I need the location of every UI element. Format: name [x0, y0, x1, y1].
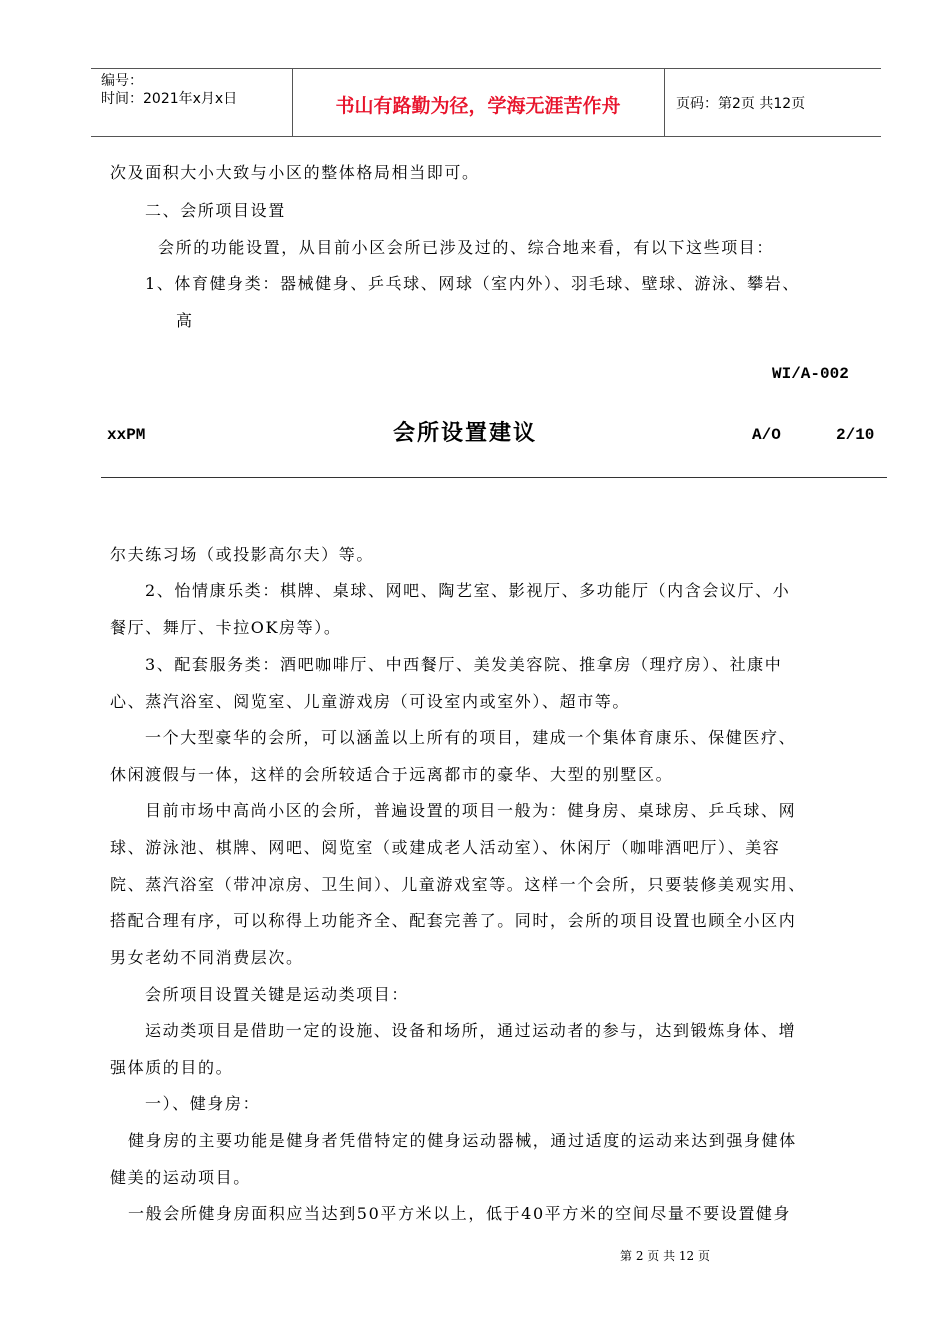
paragraph-line: 强体质的目的。: [110, 1058, 234, 1077]
paragraph-line: 男女老幼不同消费层次。: [110, 948, 304, 967]
paragraph-line: 健身房的主要功能是健身者凭借特定的健身运动器械，通过适度的运动来达到强身健体: [128, 1131, 797, 1150]
section-heading: 一）、健身房：: [145, 1094, 261, 1113]
header-divider: [664, 69, 665, 136]
page-header: [91, 68, 881, 137]
section-heading: 二、会所项目设置: [145, 201, 286, 220]
doc-title: 会所设置建议: [392, 421, 537, 446]
paragraph-line: 会所的功能设置，从目前小区会所已涉及过的、综合地来看，有以下这些项目：: [158, 238, 775, 257]
paragraph-line: 高: [176, 311, 194, 330]
paragraph-line: 球、游泳池、棋牌、网吧、阅览室（或建成老人活动室）、休闲厅（咖啡酒吧厅）、美容: [110, 838, 781, 857]
paragraph-line: 运动类项目是借助一定的设施、设备和场所，通过运动者的参与，达到锻炼身体、增: [145, 1021, 797, 1040]
header-page: 页码：第2页 共12页: [676, 96, 806, 112]
paragraph-line: 院、蒸汽浴室（带冲凉房、卫生间）、儿童游戏室等。这样一个会所，只要装修美观实用、: [110, 875, 807, 894]
paragraph-line: 1、体育健身类：器械健身、乒乓球、网球（室内外）、羽毛球、壁球、游泳、攀岩、: [145, 274, 800, 293]
paragraph-line: 搭配合理有序，可以称得上功能齐全、配套完善了。同时，会所的项目设置也顾全小区内: [110, 911, 797, 930]
paragraph-line: 一般会所健身房面积应当达到50平方米以上，低于40平方米的空间尽量不要设置健身: [128, 1204, 792, 1223]
doc-left-label: xxPM: [107, 426, 146, 444]
paragraph-line: 次及面积大小大致与小区的整体格局相当即可。: [110, 163, 480, 182]
paragraph-line: 尔夫练习场（或投影高尔夫）等。: [110, 545, 375, 564]
doc-sheet: 2/10: [836, 426, 875, 444]
paragraph-line: 心、蒸汽浴室、阅览室、儿童游戏房（可设室内或室外）、超市等。: [110, 692, 631, 711]
paragraph-line: 目前市场中高尚小区的会所，普遍设置的项目一般为：健身房、桌球房、乒乓球、网: [145, 801, 797, 820]
doc-revision: A/O: [752, 426, 781, 444]
paragraph-line: 一个大型豪华的会所，可以涵盖以上所有的项目，建成一个集体育康乐、保健医疗、: [145, 728, 797, 747]
header-rule: [101, 477, 887, 478]
paragraph-line: 健美的运动项目。: [110, 1168, 251, 1187]
paragraph-line: 餐厅、舞厅、卡拉OK房等）。: [110, 618, 342, 637]
doc-code: WI/A-002: [772, 365, 849, 383]
header-time: 时间：2021年x月x日: [101, 91, 238, 107]
header-motto: 书山有路勤为径，学海无涯苦作舟: [335, 95, 621, 117]
paragraph-line: 会所项目设置关键是运动类项目：: [145, 985, 410, 1004]
paragraph-line: 3、配套服务类：酒吧咖啡厅、中西餐厅、美发美容院、推拿房（理疗房）、社康中: [145, 655, 783, 674]
page-footer: 第 2 页 共 12 页: [620, 1249, 710, 1263]
paragraph-line: 休闲渡假与一体，这样的会所较适合于远离都市的豪华、大型的别墅区。: [110, 765, 674, 784]
header-code: 编号：: [101, 73, 143, 89]
paragraph-line: 2、怡情康乐类：棋牌、桌球、网吧、陶艺室、影视厅、多功能厅（内含会议厅、小: [145, 581, 791, 600]
